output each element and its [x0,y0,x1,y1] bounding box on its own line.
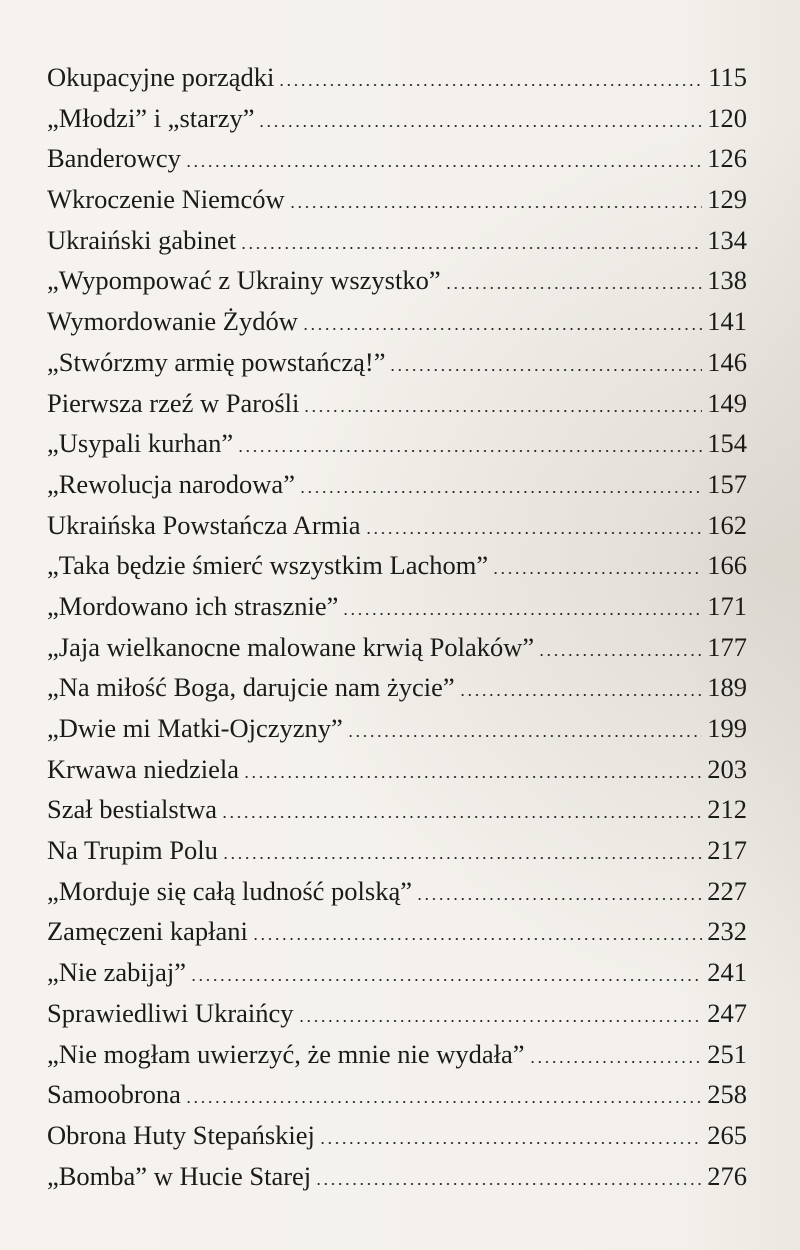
toc-dot-leader [342,613,702,615]
toc-dot-leader [190,979,702,981]
toc-entry [47,301,747,342]
toc-dot-leader [416,898,702,900]
toc-entry-page-number: 171 [707,590,747,621]
toc-entry-title: „Taka będzie śmierć wszystkim Lachom” [47,550,489,581]
toc-entry-page-number: 129 [707,184,747,215]
toc-entry [47,952,747,993]
toc-entry-title: Ukraińska Powstańcza Armia [47,509,361,540]
toc-dot-leader [492,572,702,574]
toc-entry-title: Sprawiedliwi Ukraińcy [47,997,294,1028]
toc-entry-title: „Usypali kurhan” [47,428,234,459]
toc-entry-page-number: 154 [707,428,747,459]
toc-dot-leader [252,938,702,940]
toc-dot-leader [347,735,702,737]
toc-dot-leader [445,287,702,289]
toc-entry-page-number: 212 [707,794,747,825]
toc-entry-page-number: 157 [707,468,747,499]
toc-entry [47,383,747,424]
toc-entry-title: „Jaja wielkanocne malowane krwią Polaków” [47,631,535,662]
toc-entry [47,789,747,830]
toc-entry [47,667,747,708]
toc-dot-leader [319,1142,702,1144]
toc-entry [47,342,747,383]
toc-dot-leader [389,369,702,371]
toc-dot-leader [222,857,702,859]
toc-dot-leader [302,328,702,330]
toc-entry-page-number: 241 [707,957,747,988]
toc-entry-page-number: 138 [707,265,747,296]
toc-entry-title: Okupacyjne porządki [47,62,275,92]
toc-dot-leader [243,776,702,778]
toc-entry-page-number: 134 [707,224,747,255]
toc-entry-page-number: 177 [707,631,747,662]
toc-entry [47,1034,747,1075]
toc-entry [47,505,747,546]
toc-entry-title: „Wypompować z Ukrainy wszystko” [47,265,441,296]
toc-entry-page-number: 162 [707,509,747,540]
toc-entry-page-number: 126 [707,143,747,174]
toc-dot-leader [185,1101,702,1103]
toc-entry [47,220,747,261]
toc-entry-title: „Bomba” w Hucie Starej [47,1160,312,1191]
toc-dot-leader [258,125,702,127]
toc-entry-page-number: 120 [707,102,747,133]
toc-entry [47,1115,747,1156]
toc-entry [47,627,747,668]
toc-dot-leader [538,654,702,656]
toc-entry [47,830,747,871]
toc-entry [47,57,747,98]
toc-dot-leader [315,1183,702,1185]
toc-entry-page-number: 149 [707,387,747,418]
toc-entry [47,545,747,586]
toc-entry-title: Banderowcy [47,143,181,174]
toc-entry [47,993,747,1034]
toc-entry-title: „Nie zabijaj” [47,957,187,988]
toc-entry-page-number: 276 [707,1160,747,1191]
toc-entry [47,1074,747,1115]
toc-entry-title: Zamęczeni kapłani [47,916,248,947]
toc-entry-page-number: 227 [707,875,747,906]
toc-entry-page-number: 189 [707,672,747,703]
toc-entry [47,464,747,505]
toc-dot-leader [298,1020,702,1022]
toc-entry-page-number: 247 [707,997,747,1028]
toc-dot-leader [303,410,702,412]
toc-entry-page-number: 217 [707,835,747,866]
toc-entry-title: „Dwie mi Matki-Ojczyzny” [47,713,343,743]
toc-entry-page-number: 199 [707,713,747,743]
toc-entry [47,1156,747,1197]
toc-entry-title: Wymordowanie Żydów [47,306,298,337]
table-of-contents [47,57,747,1196]
toc-entry-page-number: 146 [707,346,747,377]
toc-entry [47,911,747,952]
toc-entry-title: Pierwsza rzeź w Parośli [47,387,300,418]
toc-entry-title: „Stwórzmy armię powstańczą!” [47,346,386,377]
toc-entry-page-number: 203 [707,753,747,784]
toc-entry-title: Obrona Huty Stepańskiej [47,1119,315,1150]
toc-dot-leader [365,532,703,534]
toc-entry-title: Samoobrona [47,1079,181,1110]
toc-entry-title: „Na miłość Boga, darujcie nam życie” [47,672,455,703]
toc-dot-leader [299,491,702,493]
toc-dot-leader [185,165,702,167]
toc-entry-title: „Rewolucja narodowa” [47,468,295,499]
toc-entry [47,871,747,912]
toc-dot-leader [221,816,702,818]
toc-entry-title: Szał bestialstwa [47,794,217,825]
toc-entry [47,260,747,301]
toc-entry [47,179,747,220]
toc-entry-page-number: 251 [707,1038,747,1069]
toc-dot-leader [529,1061,702,1063]
toc-entry-page-number: 258 [707,1079,747,1110]
toc-entry [47,708,747,749]
toc-entry-title: Ukraiński gabinet [47,224,237,255]
toc-dot-leader [459,694,702,696]
toc-dot-leader [240,247,702,249]
toc-entry-title: Krwawa niedziela [47,753,240,784]
toc-entry-title: Wkroczenie Niemców [47,184,285,215]
toc-dot-leader [237,450,702,452]
toc-entry-title: Na Trupim Polu [47,835,218,866]
toc-entry [47,586,747,627]
toc-entry-page-number: 141 [707,306,747,337]
toc-entry-title: „Morduje się całą ludność polską” [47,875,412,906]
toc-entry [47,423,747,464]
toc-entry-page-number: 115 [708,62,747,92]
toc-dot-leader [278,84,702,86]
toc-entry-page-number: 232 [707,916,747,947]
toc-entry-page-number: 265 [707,1119,747,1150]
toc-entry-page-number: 166 [707,550,747,581]
toc-entry [47,749,747,790]
toc-entry-title: „Mordowano ich strasznie” [47,590,339,621]
toc-entry [47,138,747,179]
toc-entry-title: „Młodzi” i „starzy” [47,102,255,133]
toc-entry-title: „Nie mogłam uwierzyć, że mnie nie wydała” [47,1038,525,1069]
toc-entry [47,98,747,139]
toc-dot-leader [289,206,702,208]
